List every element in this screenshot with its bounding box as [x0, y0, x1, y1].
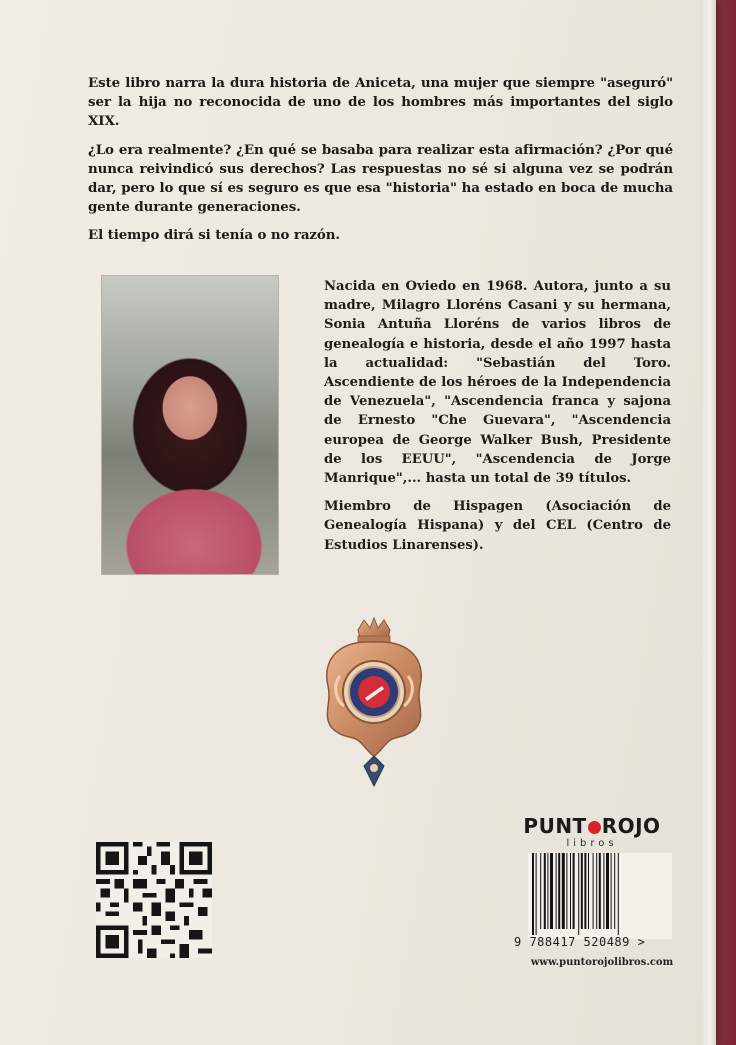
cover-fold	[700, 0, 716, 1045]
barcode-icon	[528, 853, 672, 939]
author-photo	[102, 276, 278, 574]
author-bio-paragraph-2: Miembro de Hispagen (Asociación de Genealogía Hispana) y del CEL (Centro de Estudios Linarenses).	[324, 499, 671, 553]
synopsis-paragraph-2: ¿Lo era realmente? ¿En qué se basaba para realizar esta afirmación? ¿Por qué nunca reivindicó sus derechos? Las respuestas no sé si alguna vez se podrán dar, pero lo que sí es seguro es que esa "historia" ha estado en boca de mucha gente durante generaciones.	[88, 141, 673, 216]
author-bio-paragraph-1: Nacida en Oviedo en 1968. Autora, junto a su madre, Milagro Lloréns Casani y su hermana, Sonia Antuña Lloréns de varios libros de genealogía e historia, desde el año 1997 hasta la actualidad: "Sebastián del Toro. Ascendiente de los héroes de la Independencia de Venezuela", "Ascendencia franca y sajona de Ernesto "Che Guevara", "Ascendencia europea de George Walker Bush, Presidente de los EEUU", "Ascendencia de Jorge Manrique",... hasta un total de 39 títulos.	[324, 279, 671, 487]
qr-code-icon	[96, 842, 212, 958]
isbn-number: 9 788417 520489 >	[514, 935, 646, 949]
synopsis-paragraph-3: El tiempo dirá si tenía o no razón.	[88, 227, 340, 244]
publisher-logo	[522, 815, 662, 850]
logo-dot-icon	[588, 821, 601, 834]
publisher-logo-subtitle: libros	[566, 838, 618, 849]
author-bio	[324, 277, 671, 564]
synopsis-paragraph-1: Este libro narra la dura historia de Aniceta, una mujer que siempre "aseguró" ser la hija no reconocida de uno de los hombres más importantes del siglo XIX.	[88, 75, 673, 130]
publisher-logo-wordmark: PUNT ROJO	[523, 814, 661, 838]
publisher-website: www.puntorojolibros.com	[530, 957, 674, 968]
synopsis	[88, 74, 673, 255]
heraldic-medal-icon	[318, 616, 430, 792]
